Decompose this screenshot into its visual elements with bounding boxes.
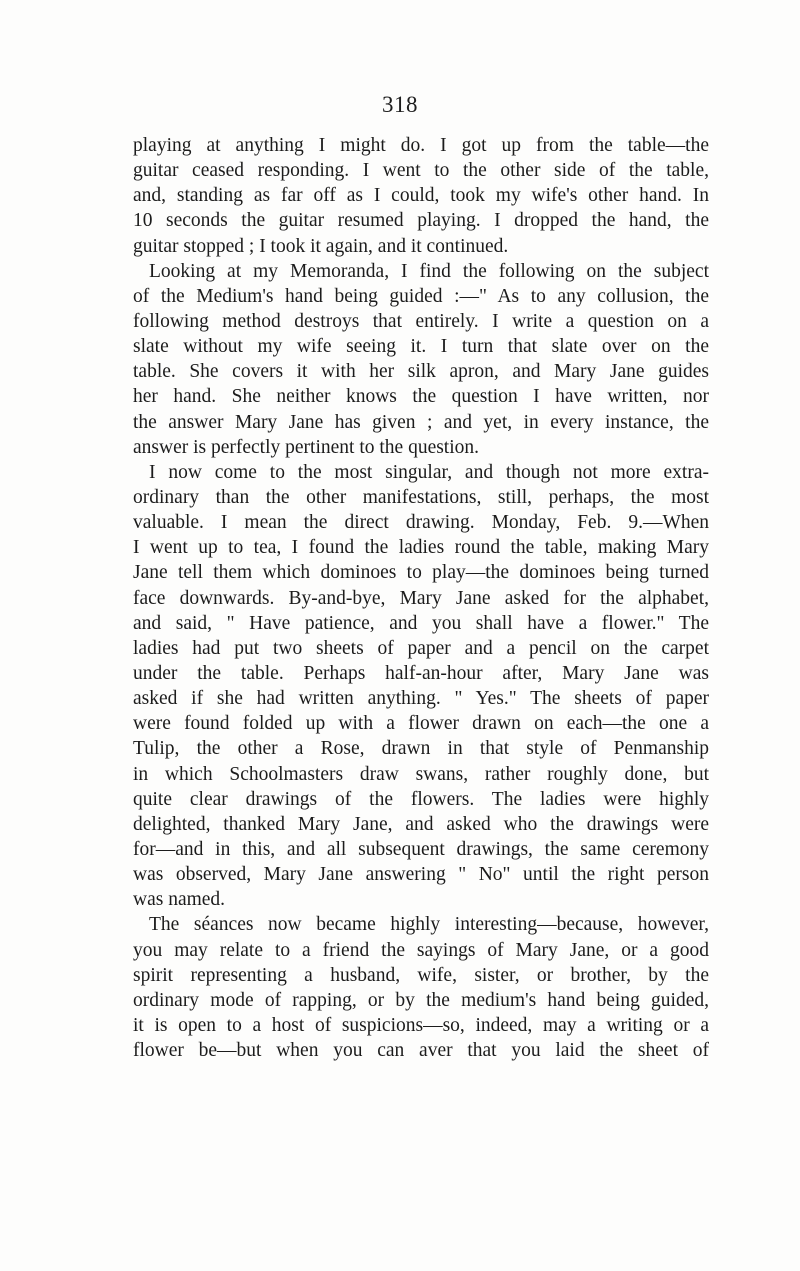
- body-text: [133, 133, 709, 1063]
- text-line: I now come to the most singular, and though not more extra-: [149, 461, 709, 483]
- text-line: her hand. She neither knows the question I have written, nor: [133, 386, 709, 408]
- text-line: spirit representing a husband, wife, sister, or brother, by the: [133, 964, 709, 986]
- text-line: it is open to a host of suspicions—so, indeed, may a writing or a: [133, 1014, 709, 1036]
- text-line: was observed, Mary Jane answering " No" until the right person: [133, 864, 709, 886]
- text-line: guitar ceased responding. I went to the other side of the table,: [133, 160, 709, 182]
- text-line: face downwards. By-and-bye, Mary Jane asked for the alphabet,: [133, 587, 709, 609]
- text-line: I went up to tea, I found the ladies round the table, making Mary: [133, 537, 709, 559]
- text-line: Jane tell them which dominoes to play—the dominoes being turned: [133, 562, 709, 584]
- text-line: following method destroys that entirely. I write a question on a: [133, 310, 709, 332]
- text-line: answer is perfectly pertinent to the question.: [133, 436, 480, 458]
- text-line: for—and in this, and all subsequent drawings, the same ceremony: [133, 838, 709, 860]
- text-line: of the Medium's hand being guided :—" As to any collusion, the: [133, 285, 709, 307]
- text-line: Tulip, the other a Rose, drawn in that style of Penmanship: [133, 738, 709, 760]
- page-number: 318: [382, 92, 418, 117]
- text-line: flower be—but when you can aver that you laid the sheet of: [133, 1040, 709, 1062]
- text-line: The séances now became highly interesting—because, however,: [149, 914, 709, 936]
- text-line: ordinary than the other manifestations, still, perhaps, the most: [133, 486, 709, 508]
- text-line: was named.: [133, 889, 226, 911]
- text-line: table. She covers it with her silk apron, and Mary Jane guides: [133, 361, 709, 383]
- text-line: in which Schoolmasters draw swans, rather roughly done, but: [133, 763, 709, 785]
- text-line: and, standing as far off as I could, took my wife's other hand. In: [133, 185, 709, 207]
- text-line: quite clear drawings of the flowers. The ladies were highly: [133, 788, 709, 810]
- text-line: playing at anything I might do. I got up from the table—the: [133, 135, 709, 156]
- text-line: and said, " Have patience, and you shall have a flower." The: [133, 612, 709, 634]
- text-line: valuable. I mean the direct drawing. Monday, Feb. 9.—When: [133, 512, 709, 534]
- text-line: asked if she had written anything. " Yes." The sheets of paper: [133, 688, 709, 710]
- text-line: the answer Mary Jane has given ; and yet, in every instance, the: [133, 411, 709, 433]
- text-line: you may relate to a friend the sayings of Mary Jane, or a good: [133, 939, 709, 961]
- text-line: slate without my wife seeing it. I turn that slate over on the: [133, 336, 709, 358]
- text-line: delighted, thanked Mary Jane, and asked who the drawings were: [133, 813, 709, 835]
- text-line: under the table. Perhaps half-an-hour after, Mary Jane was: [133, 662, 709, 684]
- text-line: ladies had put two sheets of paper and a pencil on the carpet: [133, 637, 709, 659]
- text-line: 10 seconds the guitar resumed playing. I dropped the hand, the: [133, 210, 709, 232]
- text-line: ordinary mode of rapping, or by the medium's hand being guided,: [133, 989, 709, 1011]
- text-line: were found folded up with a flower drawn on each—the one a: [133, 713, 709, 735]
- text-line: guitar stopped ; I took it again, and it continued.: [133, 235, 509, 257]
- text-line: Looking at my Memoranda, I find the following on the subject: [149, 260, 709, 282]
